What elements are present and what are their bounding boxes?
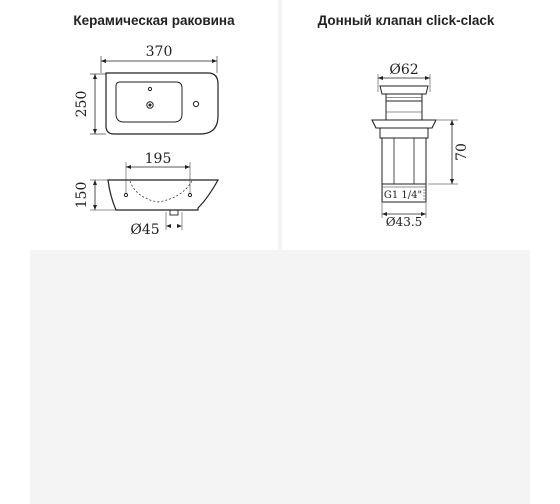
base-diameter-label: Ø43.5 <box>385 215 423 229</box>
valve-drawing <box>282 0 530 250</box>
top-width-label: 370 <box>145 44 173 60</box>
hole-spacing-label: 195 <box>144 151 172 167</box>
valve-height-label: 70 <box>454 143 470 161</box>
cap-diameter-label: Ø62 <box>389 62 419 78</box>
sink-card <box>30 0 278 250</box>
sink-side-view <box>90 162 218 230</box>
sink-drawing <box>30 0 278 250</box>
drain-diameter-label: Ø45 <box>130 222 160 238</box>
valve-card <box>282 0 530 250</box>
sink-top-view <box>90 56 218 134</box>
top-height-label: 250 <box>74 90 90 118</box>
valve-card-title: Донный клапан click-clack <box>317 13 495 28</box>
thread-size-label: G1 1/4" <box>383 190 423 201</box>
side-height-label: 150 <box>74 181 90 209</box>
sink-card-title: Керамическая раковина <box>73 13 235 28</box>
